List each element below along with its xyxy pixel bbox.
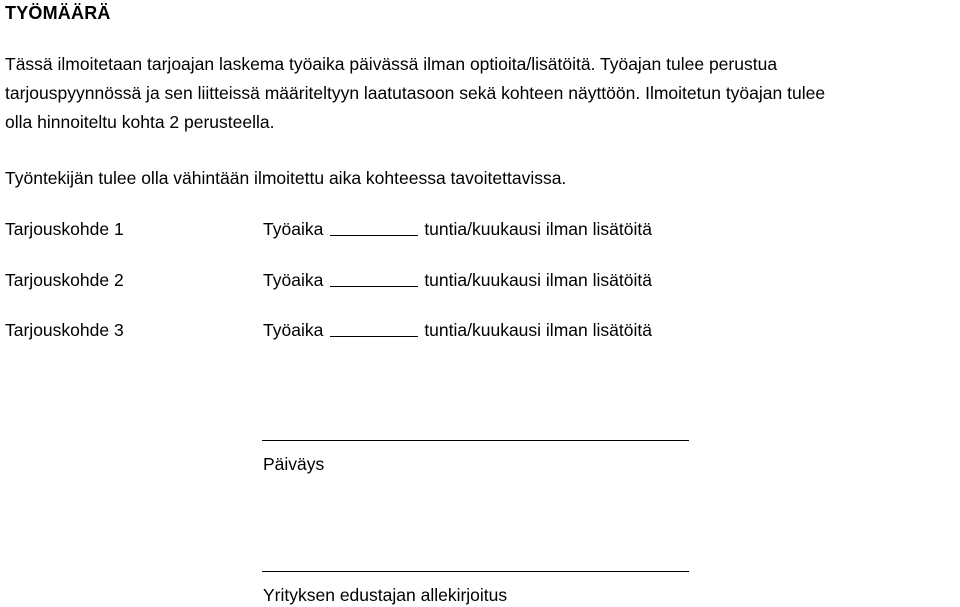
offer-item-row-1	[5, 215, 955, 244]
offer-item-row-3	[5, 316, 955, 345]
work-time-blank[interactable]	[330, 266, 418, 287]
offer-item-label: Tarjouskohde 2	[5, 270, 124, 290]
date-line[interactable]	[262, 440, 689, 441]
date-label: Päiväys	[263, 454, 325, 474]
intro-line: tarjouspyynnössä ja sen liitteissä määriteltyyn laatutasoon sekä kohteen näyttöön. Ilmoitetun työajan tulee	[5, 83, 826, 103]
requirement-paragraph: Työntekijän tulee olla vähintään ilmoitettu aika kohteessa tavoitettavissa.	[5, 168, 567, 188]
signature-line[interactable]	[262, 571, 689, 572]
offer-item-label: Tarjouskohde 1	[5, 219, 124, 239]
intro-line: olla hinnoiteltu kohta 2 perusteella.	[5, 112, 275, 132]
offer-item-row-2	[5, 266, 955, 295]
work-time-unit: tuntia/kuukausi ilman lisätöitä	[424, 219, 652, 239]
work-time-blank[interactable]	[330, 316, 418, 337]
offer-item-label: Tarjouskohde 3	[5, 320, 124, 340]
work-time-label: Työaika	[263, 219, 324, 239]
document-title: TYÖMÄÄRÄ	[5, 3, 111, 23]
signature-label: Yrityksen edustajan allekirjoitus	[263, 585, 508, 605]
work-time-field	[263, 266, 652, 295]
work-time-unit: tuntia/kuukausi ilman lisätöitä	[424, 270, 652, 290]
intro-paragraph	[5, 50, 960, 137]
work-time-unit: tuntia/kuukausi ilman lisätöitä	[424, 320, 652, 340]
work-time-label: Työaika	[263, 320, 324, 340]
work-time-blank[interactable]	[330, 215, 418, 236]
work-time-label: Työaika	[263, 270, 324, 290]
intro-line: Tässä ilmoitetaan tarjoajan laskema työaika päivässä ilman optioita/lisätöitä. Työajan tulee perustua	[5, 54, 778, 74]
work-time-field	[263, 316, 652, 345]
work-time-field	[263, 215, 652, 244]
